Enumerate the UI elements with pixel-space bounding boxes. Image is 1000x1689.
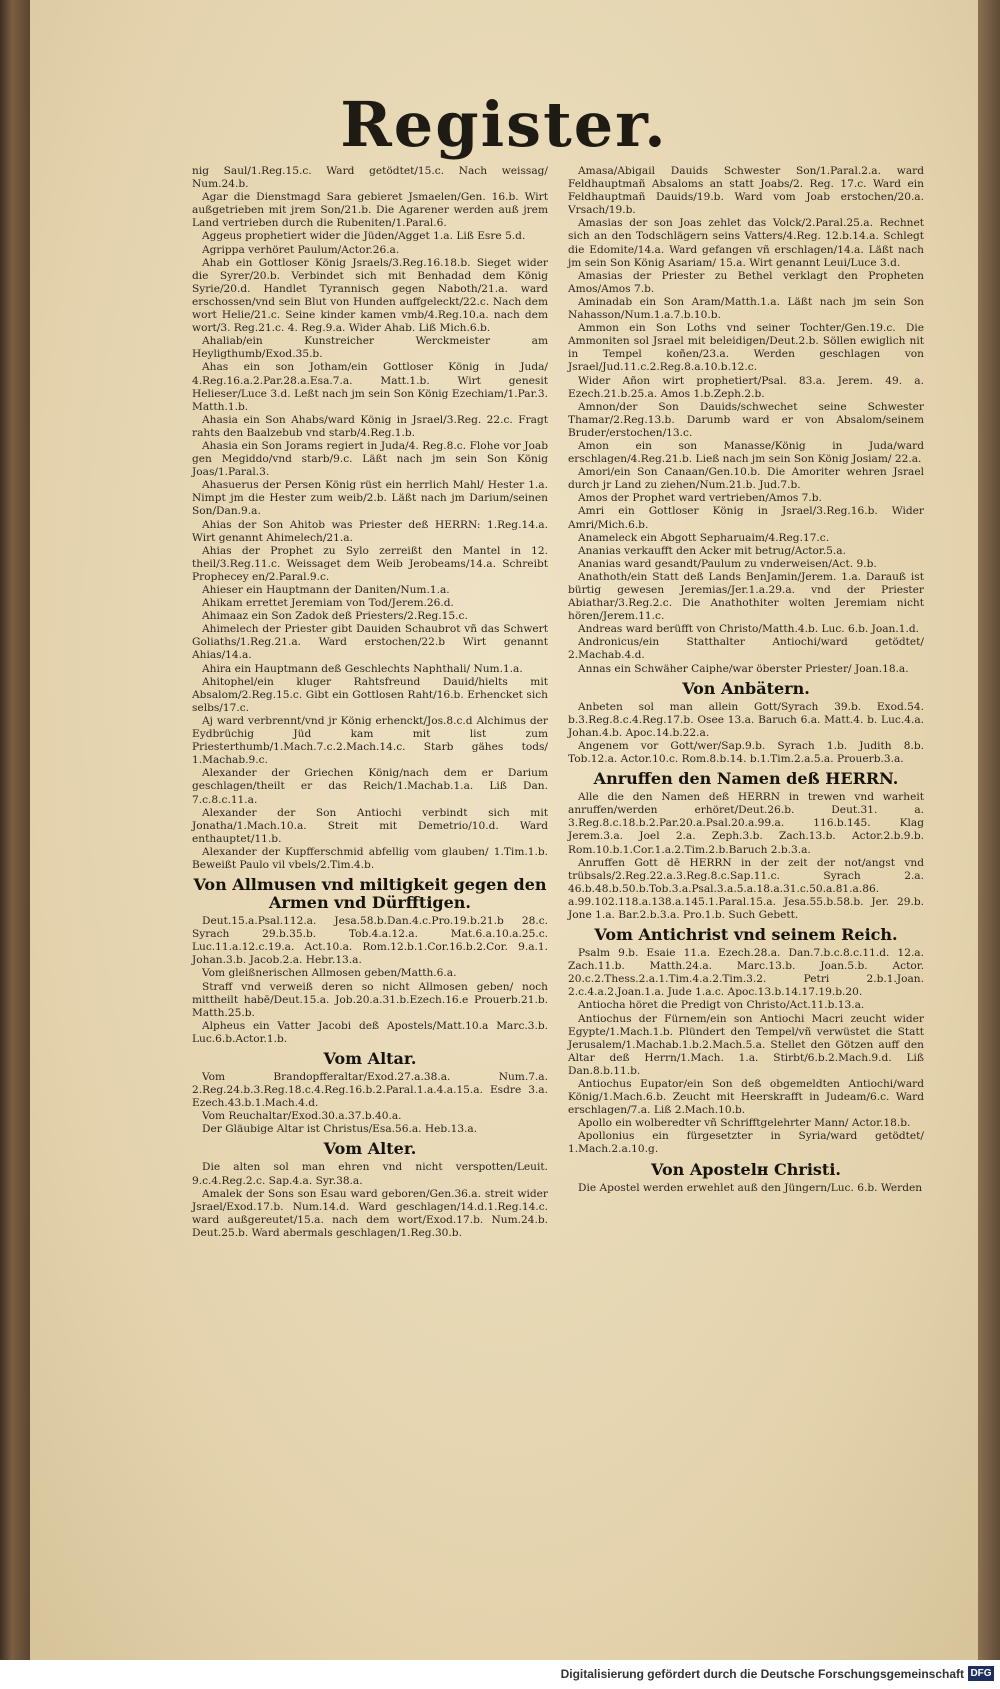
register-entry: Ahitophel/ein kluger Rahtsfreund Dauid/hielts mit Absalom/2.Reg.15.c. Gibt ein Gottlosen Raht/16.b. Erhencket sich selbs/17.c.	[192, 675, 548, 714]
register-entry: Die alten sol man ehren vnd nicht verspotten/Leuit. 9.c.4.Reg.2.c. Sap.4.a. Syr.38.a.	[192, 1161, 548, 1187]
register-entry: Alpheus ein Vatter Jacobi deß Apostels/Matt.10.a Marc.3.b. Luc.6.b.Actor.1.b.	[192, 1019, 548, 1045]
section-heading: Anruffen den Namen deß HERRN.	[593, 769, 899, 789]
section-heading: Von Apostelн Christi.	[651, 1159, 841, 1179]
page-title: Register.	[340, 88, 668, 161]
register-entry: Aj ward verbrennt/vnd jr König erhenckt/Jos.8.c.d Alchimus der Eydbrüchig Jüd kam mit list zum Priesterthumb/1.Mach.7.c.2.Mach.14.c. Starb gähes tods/ 1.Machab.9.c.	[192, 714, 548, 767]
register-entry: Ahaliab/ein Kunstreicher Werckmeister am Heyligthumb/Exod.35.b.	[192, 335, 548, 361]
register-entry: Ananias ward gesandt/Paulum zu vnderweisen/Act. 9.b.	[578, 557, 877, 570]
register-entry: Angenem vor Gott/wer/Sap.9.b. Syrach 1.b. Judith 8.b. Tob.12.a. Actor.10.c. Rom.8.b.14. b.1.Tim.2.a.5.a. Prouerb.3.a.	[568, 739, 924, 766]
register-entry: Amon ein son Manasse/König in Juda/ward erschlagen/4.Reg.21.b. Ließ nach jm sein Son König Josiam/ 22.a.	[568, 439, 924, 466]
register-entry: Alexander der Griechen König/nach dem er Darium geschlagen/theilt er das Reich/1.Machab.1.a. Liß Dan. 7.c.8.c.11.a.	[192, 767, 548, 806]
register-entry: Annas ein Schwäher Caiphe/war öberster Priester/ Joan.18.a.	[578, 662, 909, 675]
dfg-logo: DFG	[968, 1666, 994, 1681]
register-entry: Aggeus prophetiert wider die Jüden/Agget 1.a. Liß Esre 5.d.	[202, 230, 526, 243]
footer-credit: Digitalisierung gefördert durch die Deutsche Forschungsgemeinschaft	[560, 1667, 964, 1681]
register-entry: Die Apostel werden erwehlet auß den Jüngern/Luc. 6.b. Werden	[578, 1181, 923, 1194]
register-entry: Ammon ein Son Loths vnd seiner Tochter/Gen.19.c. Die Ammoniten sol Jsrael mit beleidigen/Deut.2.b. Söllen ewiglich nit in Tempel koñen/23.a. Werden geschlagen von Jsrael/Jud.11.c.2.Reg.8.a.10.b.12.c.	[568, 322, 924, 374]
register-entry: Amri ein Gottloser König in Jsrael/3.Reg.16.b. Wider Amri/Mich.6.b.	[568, 505, 924, 531]
register-entry: Ahasia ein Son Ahabs/ward König in Jsrael/3.Reg. 22.c. Fragt rahts den Baalzebub vnd starb/4.Reg.1.b.	[192, 413, 548, 439]
right-column	[568, 165, 924, 1195]
section-heading: Vom Altar.	[323, 1049, 417, 1068]
register-entry: Amasias der son Joas zehlet das Volck/2.Paral.25.a. Rechnet sich an den Todschlägern seins Vatters/4.Reg. 12.b.14.a. Schlegt die Edomite/14.a. Ward gefangen vñ erschlagen/14.a. Läßt nach jm sein Son König Asariam/ 15.a. Wirt genannt Leui/Luce 3.d.	[568, 217, 924, 269]
book-binding-right	[978, 0, 1000, 1660]
book-binding-left	[0, 0, 30, 1660]
register-entry: Ahasia ein Son Jorams regiert in Juda/4. Reg.8.c. Flohe vor Joab gen Megiddo/vnd starb/9.c. Läßt nach jm sein Son König Joas/1.Paral.3.	[192, 439, 548, 479]
register-entry: Alexander der Kupfferschmid abfellig vom glauben/ 1.Tim.1.b. Beweißt Paulo vil vbels/2.Tim.4.b.	[192, 845, 548, 871]
register-entry: Amnon/der Son Dauids/schwechet seine Schwester Thamar/2.Reg.13.b. Darumb ward er von Absalom/seinem Bruder/erstochen/13.c.	[568, 400, 924, 439]
section-heading: Von Allmusen vnd miltigkeit gegen den Armen vnd Dürfftigen.	[193, 875, 547, 913]
register-entry: Vom gleißnerischen Allmosen geben/Matth.6.a.	[202, 967, 457, 980]
register-entry: Amos der Prophet ward vertrieben/Amos 7.b.	[578, 492, 822, 505]
register-entry: Der Gläubige Altar ist Christus/Esa.56.a. Heb.13.a.	[202, 1123, 478, 1136]
register-entry: Alexander der Son Antiochi verbindt sich mit Jonatha/1.Mach.10.a. Streit mit Demetrio/10.d. Ward enthauptet/11.b.	[192, 806, 548, 845]
register-entry: Straff vnd verweiß deren so nicht Allmosen geben/ noch mittheilt habē/Deut.15.a. Job.20.a.31.b.Ezech.16.e Prouerb.21.b. Matth.25.b.	[192, 980, 548, 1019]
register-entry: Ahira ein Hauptmann deß Geschlechts Naphthali/ Num.1.a.	[202, 662, 523, 675]
register-entry: Agrippa verhöret Paulum/Actor.26.a.	[202, 243, 400, 256]
document-page	[30, 0, 978, 1660]
register-entry: Apollo ein wolberedter vñ Schrifftgelehrter Mann/ Actor.18.b.	[578, 1117, 911, 1130]
register-entry: Ahias der Prophet zu Sylo zerreißt den Mantel in 12. theil/3.Reg.11.c. Weissaget dem Weib Jerobeams/14.a. Schreibt Prophecey en/2.Paral.9.c.	[192, 544, 548, 583]
register-entry: Andronicus/ein Statthalter Antiochi/ward getödtet/ 2.Machab.4.d.	[568, 636, 924, 662]
register-entry: Vom Reuchaltar/Exod.30.a.37.b.40.a.	[202, 1110, 402, 1123]
register-entry: Anruffen Gott dē HERRN in der zeit der not/angst vnd trübsals/2.Reg.22.a.3.Reg.8.c.Sap.11.c. Syrach 2.a. 46.b.48.b.50.b.Tob.3.a.Psal.3.a.5.a.18.a.31.c.50.a.81.a.86. a.99.102.118.a.138.a.145.1.Paral.15.a. Jesa.55.b.58.b. Jer. 29.b. Jone 1.a. Bar.2.b.3.a. Pro.1.b. Such Gebett.	[568, 856, 924, 921]
register-entry: Ahimelech der Priester gibt Dauiden Schaubrot vñ das Schwert Goliaths/1.Reg.21.a. Ward erstochen/22.b Wirt genannt Ahias/14.a.	[192, 623, 548, 662]
register-entry: Ahias der Son Ahitob was Priester deß HERRN: 1.Reg.14.a. Wirt genannt Ahimelech/21.a.	[192, 518, 548, 544]
register-entry: Ahieser ein Hauptmann der Daniten/Num.1.a.	[202, 584, 450, 596]
register-entry: Wider Añon wirt prophetiert/Psal. 83.a. Jerem. 49. a. Ezech.21.b.25.a. Amos 1.b.Zeph.2.b.	[568, 374, 924, 400]
section-heading: Von Anbätern.	[682, 678, 810, 698]
register-entry: Deut.15.a.Psal.112.a. Jesa.58.b.Dan.4.c.Pro.19.b.21.b 28.c. Syrach 29.b.35.b. Tob.4.a.12.a. Mat.6.a.10.a.25.c. Luc.11.a.12.c.19.a. Act.10.a. Rom.12.b.1.Cor.16.b.2.Cor. 9.a.1. Johan.3.b. Jacob.2.a. Hebr.13.a.	[192, 915, 548, 967]
register-entry: Ahimaaz ein Son Zadok deß Priesters/2.Reg.15.c.	[202, 610, 468, 623]
register-entry: Ahab ein Gottloser König Jsraels/3.Reg.16.18.b. Sieget wider die Syrer/20.b. Verbindet sich mit Benhadad dem König Syrie/20.d. Handlet Tyrannisch gegen Naboth/21.a. ward erschossen/vnd sein Blut von Hunden auffgeleckt/22.c. Nach dem wort Helie/21.c. Seine kinder kamen vmb/4.Reg.10.a. nach dem wort/3. Reg.21.c. 4. Reg.9.a. Wider Ahab. Liß Mich.6.b.	[192, 256, 548, 335]
section-heading: Vom Antichrist vnd seinem Reich.	[594, 925, 898, 945]
register-entry: Amasias der Priester zu Bethel verklagt den Propheten Amos/Amos 7.b.	[568, 269, 924, 295]
register-entry: Agar die Dienstmagd Sara gebieret Jsmaelen/Gen. 16.b. Wirt außgetrieben mit jrem Son/21.b. Die Agarener werden auß jrem Land vertrieben durch die Rubeniten/1.Paral.6.	[192, 191, 548, 230]
register-entry: Anbeten sol man allein Gott/Syrach 39.b. Exod.54. b.3.Reg.8.c.4.Reg.17.b. Osee 13.a. Baruch 6.a. Matt.4. b. Luc.4.a. Johan.4.b. Apoc.14.b.22.a.	[568, 700, 924, 739]
register-entry: Anameleck ein Abgott Sepharuaim/4.Reg.17.c.	[578, 531, 830, 544]
register-entry: Ahikam errettet Jeremiam von Tod/Jerem.26.d.	[202, 597, 454, 610]
register-entry: Amasa/Abigail Dauids Schwester Son/1.Paral.2.a. ward Feldhauptmañ Absaloms an statt Joabs/2. Reg. 17.c. Ward ein Feldhauptmañ Dauids/19.b. Ward vom Joab erstochen/20.a. Vrsach/19.b.	[568, 165, 924, 217]
register-entry: Amalek der Sons son Esau ward geboren/Gen.36.a. streit wider Jsrael/Exod.17.b. Num.14.d. Ward geschlagen/14.d.1.Reg.14.c. ward außgereutet/15.a. nach dem wort/Exod.17.b. Num.24.b. Deut.25.b. Ward abermals geschlagen/1.Reg.30.b.	[192, 1187, 548, 1239]
register-entry: Antiochus Eupator/ein Son deß obgemeldten Antiochi/ward König/1.Mach.6.b. Zeucht mit Heerskrafft in Judeam/6.c. Ward erschlagen/7.a. Liß 2.Mach.10.b.	[568, 1078, 924, 1117]
register-entry: Anathoth/ein Statt deß Lands BenJamin/Jerem. 1.a. Darauß ist bürtig gewesen Jeremias/Jer.1.a.29.a. vnd der Priester Abiathar/3.Reg.2.c. Die Anathothiter wolten Jeremiam nicht hören/Jerem.11.c.	[568, 570, 924, 623]
register-entry: Psalm 9.b. Esaie 11.a. Ezech.28.a. Dan.7.b.c.8.c.11.d. 12.a. Zach.11.b. Matth.24.a. Marc.13.b. Joan.5.b. Actor. 20.c.2.Thess.2.a.1.Tim.4.a.2.Tim.3.2. Petri 2.b.1.Joan. 2.c.4.a.2.Joan.1.a. Jude 1.a.c. Apoc.13.b.14.17.19.b.20.	[568, 947, 924, 999]
footer-bar	[0, 1660, 1000, 1689]
register-entry: Andreas ward berüfft von Christo/Matth.4.b. Luc. 6.b. Joan.1.d.	[578, 623, 919, 636]
register-entry: Alle die den Namen deß HERRN in trewen vnd warheit anruffen/werden erhöret/Deut.26.b. Deut.31. a. 3.Reg.8.c.18.b.2.Par.20.a.Psal.20.a.99.a. 116.b.145. Klag Jerem.3.a. Joel 2.a. Zeph.3.b. Zach.13.b. Actor.2.b.9.b. Rom.10.b.1.Cor.1.a.2.Tim.2.b.Baruch 2.b.3.a.	[568, 791, 924, 856]
register-entry: Aminadab ein Son Aram/Matth.1.a. Läßt nach jm sein Son Nahasson/Num.1.a.7.b.10.b.	[568, 295, 924, 322]
register-entry: Antiocha höret die Predigt von Christo/Act.11.b.13.a.	[578, 999, 865, 1012]
register-entry: Apollonius ein fürgesetzter in Syria/ward getödtet/ 1.Mach.2.a.10.g.	[568, 1130, 924, 1156]
register-entry: Amori/ein Son Canaan/Gen.10.b. Die Amoriter wehren Jsrael durch jr Land zu ziehen/Num.21.b. Jud.7.b.	[568, 466, 924, 492]
left-column	[192, 165, 548, 1240]
register-entry: Vom Brandopfferaltar/Exod.27.a.38.a. Num.7.a. 2.Reg.24.b.3.Reg.18.c.4.Reg.16.b.2.Paral.1.a.4.a.15.a. Esdre 3.a. Ezech.43.b.1.Mach.4.d.	[192, 1071, 548, 1110]
register-entry: Antiochus der Fürnem/ein son Antiochi Macri zeucht wider Egypte/1.Mach.1.b. Plündert den Tempel/vñ verwüstet die Statt Jerusalem/1.Machab.1.b.2.Mach.5.a. Stellet den Götzen auff den Altar deß Herrn/1.Mach. 1.a. Stirbt/6.b.2.Mach.9.d. Liß Dan.8.b.11.b.	[568, 1012, 924, 1077]
register-entry: nig Saul/1.Reg.15.c. Ward getödtet/15.c. Nach weissag/ Num.24.b.	[192, 165, 548, 191]
register-entry: Ahasuerus der Persen König rüst ein herrlich Mahl/ Hester 1.a. Nimpt jm die Hester zum weib/2.b. Läßt nach jm Darium/seinen Son/Dan.9.a.	[192, 479, 548, 518]
register-entry: Ananias verkaufft den Acker mit betrug/Actor.5.a.	[578, 544, 846, 557]
section-heading: Vom Alter.	[323, 1139, 417, 1159]
register-entry: Ahas ein son Jotham/ein Gottloser König in Juda/ 4.Reg.16.a.2.Par.28.a.Esa.7.a. Matt.1.b. Wirt genesit Helieser/Luce 3.d. Leßt nach jm sein Son König Ezechiam/1.Par.3. Matth.1.b.	[192, 361, 548, 413]
